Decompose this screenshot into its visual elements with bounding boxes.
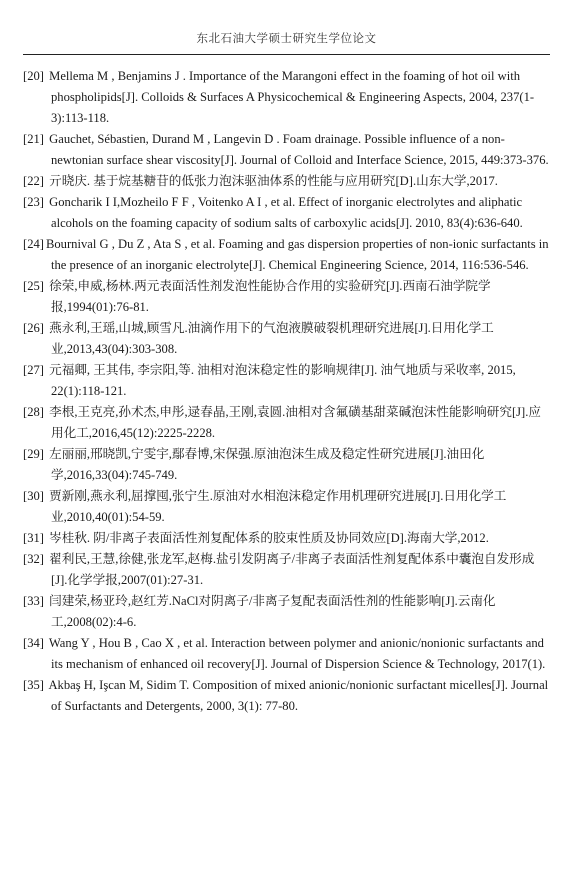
reference-item: [23, 486, 550, 528]
reference-item: [23, 66, 550, 129]
reference-text: 岑桂秋. 阴/非离子表面活性剂复配体系的胶束性质及协同效应[D].海南大学,2012.: [49, 531, 489, 545]
reference-number: [25]: [23, 279, 44, 293]
reference-item: [23, 402, 550, 444]
reference-text: Bournival G , Du Z , Ata S , et al. Foaming and gas dispersion properties of non-ionic surfactants in the presence of an inorganic electrolyte[J]. Chemical Engineering Science, 2014, 116:536-546.: [45, 237, 549, 272]
reference-number: [31]: [23, 531, 44, 545]
reference-text: 燕永利,王瑶,山城,顾雪凡.油滴作用下的气泡液膜破裂机理研究进展[J].日用化学工业,2013,43(04):303-308.: [49, 321, 494, 356]
reference-item: [23, 591, 550, 633]
reference-number: [34]: [23, 636, 44, 650]
reference-number: [28]: [23, 405, 44, 419]
reference-number: [24]: [23, 237, 44, 251]
reference-number: [30]: [23, 489, 44, 503]
reference-item: [23, 318, 550, 360]
reference-number: [22]: [23, 174, 44, 188]
header-rule: [23, 54, 550, 55]
reference-number: [21]: [23, 132, 44, 146]
reference-item: [23, 444, 550, 486]
reference-text: 闫建荣,杨亚玲,赵红芳.NaCl对阴离子/非离子复配表面活性剂的性能影响[J].云南化工,2008(02):4-6.: [49, 594, 496, 629]
reference-number: [33]: [23, 594, 44, 608]
reference-text: Gauchet, Sébastien, Durand M , Langevin D . Foam drainage. Possible influence of a non-newtonian surface shear viscosity[J]. Journal of Colloid and Interface Science, 2015, 449:373-376.: [49, 132, 549, 167]
reference-text: 左丽丽,邢晓凯,宁雯宇,鄢春博,宋保强.原油泡沫生成及稳定性研究进展[J].油田化学,2016,33(04):745-749.: [49, 447, 485, 482]
reference-item: [23, 360, 550, 402]
running-header: 东北石油大学硕士研究生学位论文: [196, 33, 377, 45]
reference-item: [23, 675, 550, 717]
reference-item: [23, 549, 550, 591]
reference-item: [23, 633, 550, 675]
reference-text: 元福卿, 王其伟, 李宗阳,等. 油相对泡沫稳定性的影响规律[J]. 油气地质与采收率, 2015, 22(1):118-121.: [49, 363, 516, 398]
reference-number: [20]: [23, 69, 44, 83]
reference-item: [23, 528, 550, 549]
reference-number: [27]: [23, 363, 44, 377]
reference-number: [23]: [23, 195, 44, 209]
reference-number: [35]: [23, 678, 44, 692]
reference-text: 亓晓庆. 基于烷基糖苷的低张力泡沫驱油体系的性能与应用研究[D].山东大学,2017.: [49, 174, 498, 188]
reference-item: [23, 129, 550, 171]
reference-text: Akbaş H, Işcan M, Sidim T. Composition of mixed anionic/nonionic surfactant micelles[J]. Journal of Surfactants and Detergents, 2000, 3(1): 77-80.: [48, 678, 549, 713]
reference-item: [23, 234, 550, 276]
reference-list: [23, 66, 550, 717]
reference-text: 翟利民,王慧,徐健,张龙军,赵梅.盐引发阴离子/非离子表面活性剂复配体系中囊泡自发形成[J].化学学报,2007(01):27-31.: [49, 552, 535, 587]
reference-text: 贾新刚,燕永利,屈撑囤,张宁生.原油对水相泡沫稳定作用机理研究进展[J].日用化学工业,2010,40(01):54-59.: [49, 489, 507, 524]
reference-item: [23, 192, 550, 234]
reference-item: [23, 171, 550, 192]
reference-text: Mellema M , Benjamins J . Importance of the Marangoni effect in the foaming of hot oil with phospholipids[J]. Colloids & Surfaces A Physicochemical & Engineering Aspects, 2004, 237(1-3):113-118.: [49, 69, 535, 125]
reference-number: [26]: [23, 321, 44, 335]
reference-text: 李根,王克亮,孙术杰,申彤,逯春晶,王刚,袁圆.油相对含氟磺基甜菜碱泡沫性能影响研究[J].应用化工,2016,45(12):2225-2228.: [49, 405, 541, 440]
reference-text: 徐荣,申威,杨林.两元表面活性剂发泡性能协合作用的实验研究[J].西南石油学院学报,1994(01):76-81.: [49, 279, 491, 314]
reference-item: [23, 276, 550, 318]
reference-number: [29]: [23, 447, 44, 461]
reference-text: Wang Y , Hou B , Cao X , et al. Interaction between polymer and anionic/nonionic surfactants and its mechanism of enhanced oil recovery[J]. Journal of Dispersion Science & Technology, 2017(1).: [48, 636, 546, 671]
reference-text: Goncharik I I,Mozheilo F F , Voitenko A I , et al. Effect of inorganic electrolytes and aliphatic alcohols on the foaming capacity of sodium salts of carboxylic acids[J]. 2010, 83(4):636-640.: [49, 195, 523, 230]
reference-number: [32]: [23, 552, 44, 566]
